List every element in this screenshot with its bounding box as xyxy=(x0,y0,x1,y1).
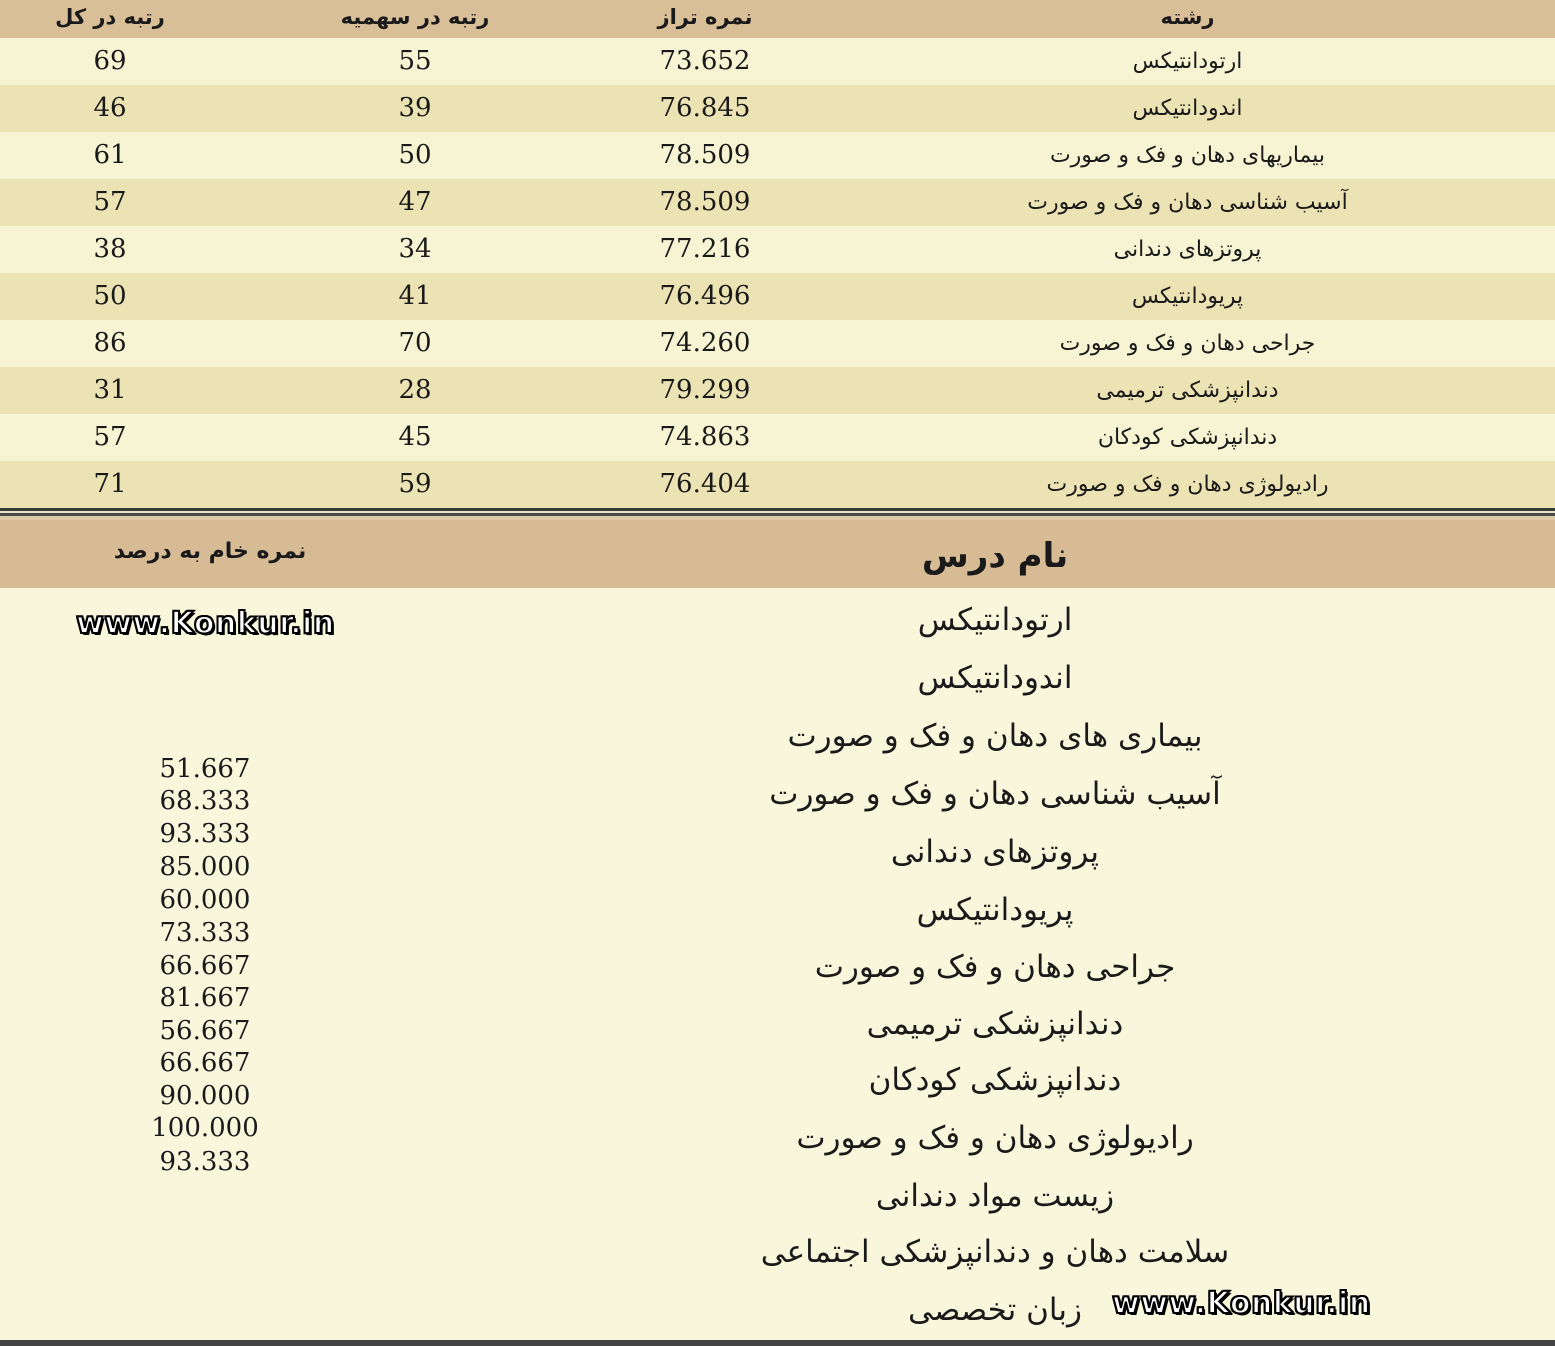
cell-score: 78.509 xyxy=(659,140,751,170)
watermark: www.Konkur.in xyxy=(76,606,335,641)
header-total-rank: رتبه در کل xyxy=(55,5,165,29)
table-row xyxy=(0,320,1555,367)
cell-major: بیماریهای دهان و فک و صورت xyxy=(1049,143,1326,168)
course-name: پروتزهای دندانی xyxy=(890,834,1100,870)
course-name: پریودانتیکس xyxy=(916,892,1074,928)
raw-percent-value: 90.000 xyxy=(159,1081,251,1111)
cell-major: اندودانتیکس xyxy=(1132,96,1243,121)
bottom-border xyxy=(0,1340,1555,1346)
raw-percent-value: 73.333 xyxy=(159,918,251,948)
table-row xyxy=(0,367,1555,414)
table-row xyxy=(0,179,1555,226)
cell-major: پروتزهای دندانی xyxy=(1113,237,1262,262)
cell-major: دندانپزشکی کودکان xyxy=(1097,425,1278,450)
course-name: دندانپزشکی کودکان xyxy=(868,1062,1122,1098)
raw-percent-value: 66.667 xyxy=(159,951,251,981)
course-name: اندودانتیکس xyxy=(917,660,1073,696)
cell-score: 74.260 xyxy=(659,328,751,358)
cell-score: 73.652 xyxy=(659,46,751,76)
cell-total-rank: 86 xyxy=(93,328,127,358)
header-score: نمره تراز xyxy=(657,5,753,29)
raw-percent-value: 85.000 xyxy=(159,852,251,882)
cell-total-rank: 71 xyxy=(93,469,127,499)
cell-quota-rank: 45 xyxy=(398,422,432,452)
course-name: آسیب شناسی دهان و فک و صورت xyxy=(769,776,1221,812)
course-name: جراحی دهان و فک و صورت xyxy=(814,949,1176,985)
cell-total-rank: 61 xyxy=(93,140,127,170)
table-row xyxy=(0,85,1555,132)
course-name: ارتودانتیکس xyxy=(917,602,1073,638)
cell-total-rank: 69 xyxy=(93,46,127,76)
cell-quota-rank: 47 xyxy=(398,187,432,217)
header-raw-percent: نمره خام به درصد xyxy=(113,539,307,564)
cell-major: آسیب شناسی دهان و فک و صورت xyxy=(1027,190,1348,215)
table-row xyxy=(0,226,1555,273)
course-name: سلامت دهان و دندانپزشکی اجتماعی xyxy=(760,1234,1230,1270)
course-name: زیست مواد دندانی xyxy=(875,1178,1115,1214)
cell-quota-rank: 50 xyxy=(398,140,432,170)
table-row xyxy=(0,273,1555,320)
cell-total-rank: 50 xyxy=(93,281,127,311)
cell-score: 79.299 xyxy=(659,375,751,405)
cell-score: 78.509 xyxy=(659,187,751,217)
raw-percent-value: 93.333 xyxy=(159,1147,251,1177)
cell-score: 77.216 xyxy=(659,234,751,264)
table-row xyxy=(0,414,1555,461)
header-major: رشته xyxy=(1160,5,1215,29)
table-row xyxy=(0,461,1555,508)
cell-major: جراحی دهان و فک و صورت xyxy=(1059,331,1316,356)
cell-total-rank: 31 xyxy=(93,375,127,405)
header-course-name: نام درس xyxy=(921,536,1069,576)
cell-score: 76.496 xyxy=(659,281,751,311)
raw-percent-value: 60.000 xyxy=(159,885,251,915)
raw-percent-value: 56.667 xyxy=(159,1016,251,1046)
cell-major: ارتودانتیکس xyxy=(1132,49,1243,74)
top-table-header xyxy=(0,0,1555,38)
cell-major: رادیولوژی دهان و فک و صورت xyxy=(1046,472,1329,497)
cell-quota-rank: 41 xyxy=(398,281,432,311)
table-row xyxy=(0,38,1555,85)
bottom-table-header xyxy=(0,520,1555,588)
cell-score: 74.863 xyxy=(659,422,751,452)
cell-total-rank: 57 xyxy=(93,422,127,452)
cell-quota-rank: 55 xyxy=(398,46,432,76)
course-name: دندانپزشکی ترمیمی xyxy=(866,1006,1124,1042)
cell-quota-rank: 34 xyxy=(398,234,432,264)
raw-percent-value: 100.000 xyxy=(151,1113,259,1143)
table-row xyxy=(0,132,1555,179)
cell-score: 76.404 xyxy=(659,469,751,499)
cell-total-rank: 46 xyxy=(93,93,127,123)
cell-quota-rank: 70 xyxy=(398,328,432,358)
raw-percent-value: 68.333 xyxy=(159,786,251,816)
raw-percent-value: 51.667 xyxy=(159,754,251,784)
course-name: زبان تخصصی xyxy=(908,1292,1082,1328)
course-name: رادیولوژی دهان و فک و صورت xyxy=(796,1120,1194,1156)
table-divider xyxy=(0,508,1555,520)
cell-major: پریودانتیکس xyxy=(1131,284,1244,309)
cell-score: 76.845 xyxy=(659,93,751,123)
raw-percent-value: 81.667 xyxy=(159,983,251,1013)
cell-quota-rank: 39 xyxy=(398,93,432,123)
header-quota-rank: رتبه در سهمیه xyxy=(340,5,490,29)
raw-percent-value: 66.667 xyxy=(159,1048,251,1078)
cell-quota-rank: 59 xyxy=(398,469,432,499)
cell-total-rank: 57 xyxy=(93,187,127,217)
cell-major: دندانپزشکی ترمیمی xyxy=(1096,378,1279,403)
cell-total-rank: 38 xyxy=(93,234,127,264)
watermark: www.Konkur.in xyxy=(1112,1286,1371,1321)
raw-percent-value: 93.333 xyxy=(159,819,251,849)
cell-quota-rank: 28 xyxy=(398,375,432,405)
course-name: بیماری های دهان و فک و صورت xyxy=(787,718,1203,754)
